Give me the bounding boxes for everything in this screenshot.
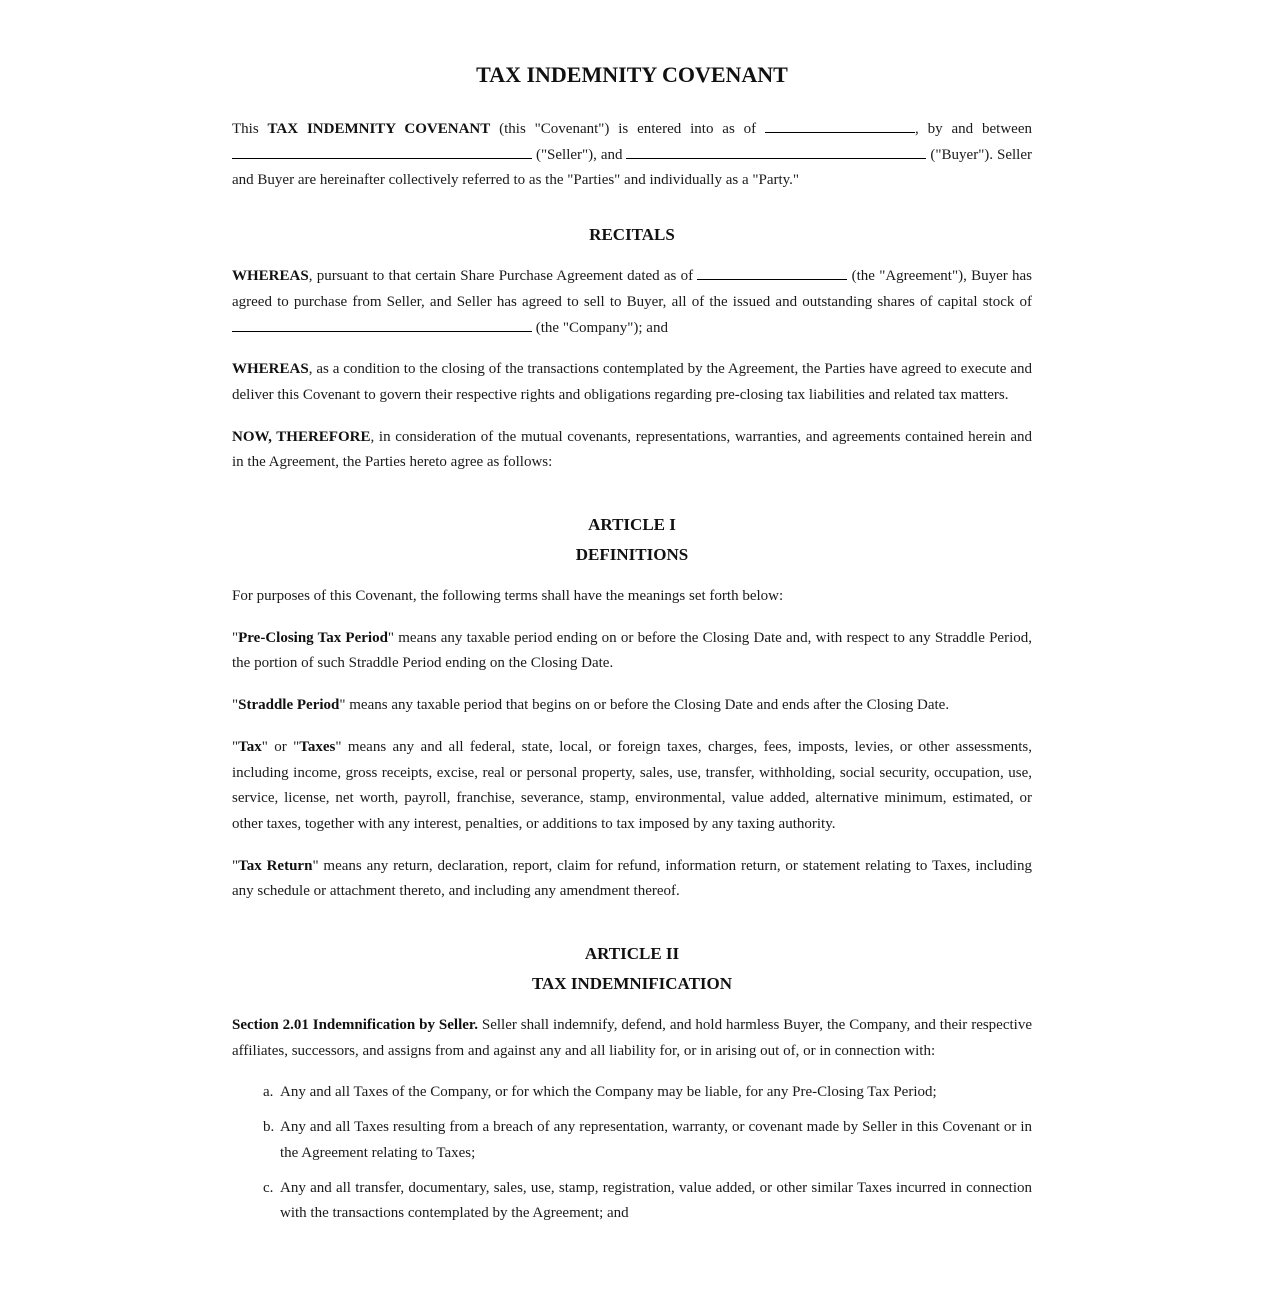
covenant-name: TAX INDEMNITY COVENANT xyxy=(267,121,491,137)
seller-name-blank[interactable] xyxy=(232,144,532,159)
recitals-heading: RECITALS xyxy=(589,225,675,245)
article-1-title: DEFINITIONS xyxy=(575,545,689,565)
section-2-01: Section 2.01 Indemnification by Seller. Seller shall indemnify, defend, and hold harmless Buyer, the Company, and their respective affiliates, successors, and assigns from and against any and all liability for, or in arising out of, or in connection with: xyxy=(232,1017,1032,1059)
list-item: c. Any and all transfer, documentary, sales, use, stamp, registration, value added, or other similar Taxes incurred in connection with the transactions contemplated by the Agreement; and xyxy=(263,1179,1032,1222)
article-2-title: TAX INDEMNIFICATION xyxy=(531,974,733,994)
definition-tax: "Tax" or "Taxes" means any and all federal, state, local, or foreign taxes, charges, fees, imposts, levies, or other assessments, including income, gross receipts, excise, real or personal property, sales, use, transfer, withholding, social security, occupation, use, service, license, net worth, payroll, franchise, severance, stamp, environmental, value added, alternative minimum, estimated, or other taxes, together with any interest, penalties, or additions to tax imposed by any taxing authority. xyxy=(232,738,1033,832)
list-item: b. Any and all Taxes resulting from a breach of any representation, warranty, or covenant made by Seller in this Covenant or in the Agreement relating to Taxes; xyxy=(263,1119,1032,1161)
recital-2: WHEREAS, as a condition to the closing of the transactions contemplated by the Agreement, the Parties have agreed to execute and deliver this Covenant to govern their respective rights and obligations regarding pre-closing tax liabilities and related tax matters. xyxy=(232,361,1032,403)
buyer-name-blank[interactable] xyxy=(626,144,926,159)
definition-tax-return: "Tax Return" means any return, declaration, report, claim for refund, information return, or statement relating to Taxes, including any schedule or attachment thereto, and including any amendment thereof. xyxy=(232,857,1032,900)
document-title: TAX INDEMNITY COVENANT xyxy=(476,62,788,87)
definitions-lead: For purposes of this Covenant, the following terms shall have the meanings set forth below: xyxy=(232,588,784,605)
recital-3: NOW, THEREFORE, in consideration of the mutual covenants, representations, warranties, and agreements contained herein and in the Agreement, the Parties hereto agree as follows: xyxy=(232,428,1032,471)
list-item: a. Any and all Taxes of the Company, or for which the Company may be liable, for any Pre-Closing Tax Period; xyxy=(263,1084,937,1101)
article-1-number: ARTICLE I xyxy=(588,515,676,535)
intro-paragraph: This TAX INDEMNITY COVENANT (this "Covenant") is entered into as of , by and between ("Seller"), and ("Buyer"). Seller and Buyer are hereinafter collectively referred to as the "Parties" and individually as a "Party." xyxy=(232,117,1032,194)
definition-pre-closing-tax-period: "Pre-Closing Tax Period" means any taxable period ending on or before the Closing Date and, with respect to any Straddle Period, the portion of such Straddle Period ending on the Closing Date. xyxy=(232,629,1032,672)
definition-straddle-period: "Straddle Period" means any taxable period that begins on or before the Closing Date and ends after the Closing Date. xyxy=(232,697,950,714)
indemnification-items xyxy=(232,1080,1032,1227)
date-blank[interactable] xyxy=(765,118,915,133)
article-2-number: ARTICLE II xyxy=(584,944,680,964)
company-name-blank[interactable] xyxy=(232,317,532,332)
document-page xyxy=(232,58,1032,1236)
recital-1: WHEREAS, pursuant to that certain Share Purchase Agreement dated as of (the "Agreement"), Buyer has agreed to purchase from Seller, and Seller has agreed to sell to Buyer, all of the issued and outstanding shares of capital stock of (the "Company"); and xyxy=(232,264,1032,341)
agreement-date-blank[interactable] xyxy=(697,265,847,280)
